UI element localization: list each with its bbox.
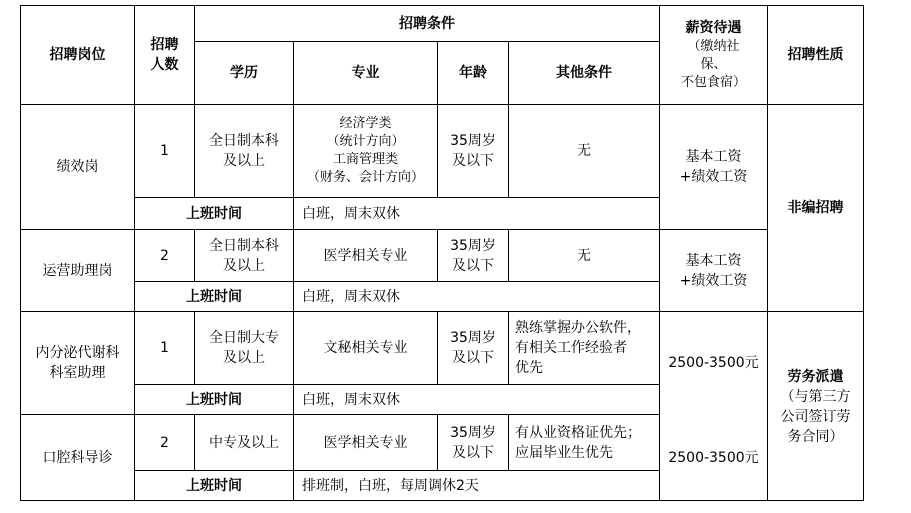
row2-count: 2 <box>160 247 169 264</box>
row2-salary: 基本工资 +绩效工资 <box>679 252 748 289</box>
row1-worktime-label: 上班时间 <box>186 205 242 222</box>
nature-group1: 非编招聘 <box>787 200 844 216</box>
row3-count: 1 <box>160 340 169 356</box>
row2-worktime: 白班，周末双休 <box>302 288 400 305</box>
header-count: 招聘 人数 <box>150 37 179 73</box>
header-major: 专业 <box>351 65 380 81</box>
row2-worktime-label: 上班时间 <box>186 288 242 305</box>
header-conditions: 招聘条件 <box>399 15 455 32</box>
row3-major: 文秘相关专业 <box>323 340 408 356</box>
row3-worktime: 白班，周末双休 <box>302 391 400 408</box>
nature-group2 <box>768 312 863 501</box>
row2-major: 医学相关专业 <box>323 247 408 264</box>
row4-age: 35周岁 及以下 <box>450 424 496 461</box>
row1-count: 1 <box>160 143 169 159</box>
row1-age: 35周岁 及以下 <box>450 133 496 169</box>
row3-other: 熟练掌握办公软件， 有相关工作经验者 优先 <box>515 320 641 376</box>
row3-salary: 2500-3500元 <box>668 355 759 371</box>
row4-salary: 2500-3500元 <box>668 450 759 466</box>
header-salary-title: 薪资待遇 <box>685 20 742 36</box>
header-nature: 招聘性质 <box>787 47 844 63</box>
row3-position: 内分泌代谢科 科室助理 <box>35 345 120 381</box>
row2-age: 35周岁 及以下 <box>450 237 496 274</box>
header-salary-note: （缴纳社 保、 不包食宿） <box>680 39 746 90</box>
row4-position: 口腔科导诊 <box>42 450 113 466</box>
row4-other: 有从业资格证优先； 应届毕业生优先 <box>515 424 641 461</box>
row1-position: 绩效岗 <box>56 159 99 175</box>
header-position: 招聘岗位 <box>49 47 106 63</box>
row4-major: 医学相关专业 <box>323 434 408 451</box>
row3-education: 全日制大专 及以上 <box>209 330 279 366</box>
row1-other: 无 <box>577 143 591 159</box>
row1-salary: 基本工资 +绩效工资 <box>679 149 748 185</box>
row1-worktime: 白班，周末双休 <box>302 205 400 222</box>
header-other: 其他条件 <box>556 65 612 81</box>
row1-major: 经济学类 （统计方向） 工商管理类 （财务、会计方向） <box>306 116 424 185</box>
header-salary <box>660 6 767 104</box>
row1-education: 全日制本科 及以上 <box>209 133 279 169</box>
header-education: 学历 <box>230 65 258 81</box>
row4-education: 中专及以上 <box>209 434 279 451</box>
row3-worktime-label: 上班时间 <box>186 391 242 408</box>
nature-group2-note: （与第三方 公司签订劳 务合同） <box>780 388 851 445</box>
nature-group2-title: 劳务派遣 <box>787 368 844 385</box>
row4-worktime: 排班制，白班，每周调休2天 <box>302 477 479 494</box>
row2-position: 运营助理岗 <box>42 262 113 279</box>
row2-other: 无 <box>577 247 591 264</box>
row2-education: 全日制本科 及以上 <box>209 237 279 274</box>
row4-worktime-label: 上班时间 <box>186 477 242 494</box>
row4-count: 2 <box>160 434 169 451</box>
row3-age: 35周岁 及以下 <box>450 330 496 366</box>
header-age: 年龄 <box>459 65 487 81</box>
